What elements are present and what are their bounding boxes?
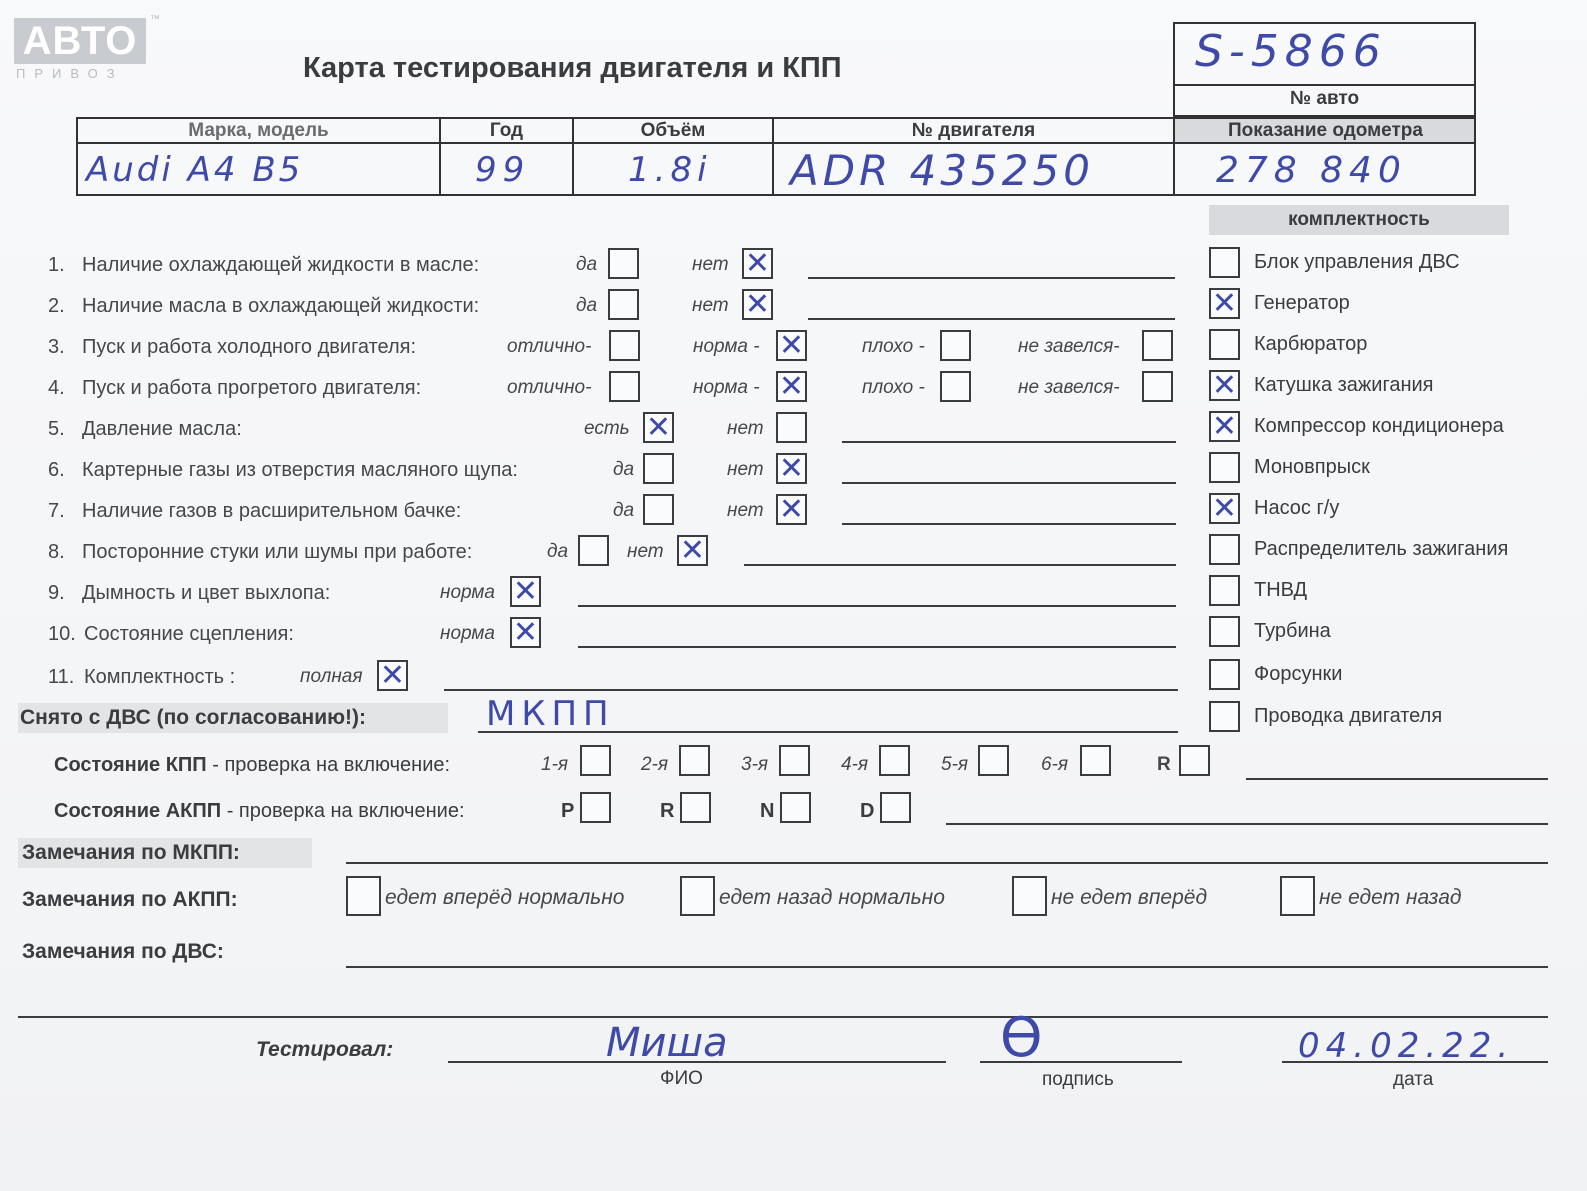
option-checkbox[interactable] xyxy=(1142,330,1173,361)
gear-checkbox[interactable] xyxy=(779,745,810,776)
akpp-remark-label: едет вперёд нормально xyxy=(385,886,625,909)
value-year[interactable]: 99 xyxy=(475,150,531,190)
item-label: Наличие масла в охлаждающей жидкости: xyxy=(82,295,480,317)
komplekt-checkbox[interactable] xyxy=(1209,288,1240,319)
akpp-remark-label: едет назад нормально xyxy=(719,886,945,909)
option-checkbox[interactable] xyxy=(377,660,408,691)
check-mark-icon: ✕ xyxy=(744,246,771,281)
akpp-gear-checkbox[interactable] xyxy=(880,792,911,823)
item-label: Состояние сцепления: xyxy=(84,623,294,645)
option-label: отлично- xyxy=(507,336,592,357)
kpp-label-rest: - проверка на включение: xyxy=(206,754,451,776)
item-label: Наличие газов в расширительном бачке: xyxy=(82,500,462,522)
item-label: Давление масла: xyxy=(82,418,242,440)
option-checkbox[interactable] xyxy=(643,412,674,443)
option-checkbox[interactable] xyxy=(510,576,541,607)
option-checkbox[interactable] xyxy=(1142,371,1173,402)
option-label: нет xyxy=(692,295,729,316)
option-label: норма xyxy=(440,623,495,644)
check-mark-icon: ✕ xyxy=(744,287,771,322)
option-checkbox[interactable] xyxy=(609,330,640,361)
check-mark-icon: ✕ xyxy=(778,369,805,404)
item-label: Пуск и работа прогретого двигателя: xyxy=(82,377,422,399)
akpp-gear-label: N xyxy=(760,800,775,822)
komplekt-checkbox[interactable] xyxy=(1209,452,1240,483)
option-label: не завелся- xyxy=(1018,377,1120,398)
remarks-mkpp-label: Замечания по МКПП: xyxy=(22,841,240,864)
item-number: 10. xyxy=(48,623,76,645)
item-number: 8. xyxy=(48,541,65,563)
check-mark-icon: ✕ xyxy=(645,410,672,445)
komplekt-checkbox[interactable] xyxy=(1209,411,1240,442)
kpp-label: Состояние КПП xyxy=(54,754,207,776)
item-label: Пуск и работа холодного двигателя: xyxy=(82,336,417,358)
gear-label: 1-я xyxy=(541,754,569,775)
akpp-label-rest: - проверка на включение: xyxy=(221,800,465,822)
komplekt-checkbox[interactable] xyxy=(1209,575,1240,606)
komplekt-item-label: Катушка зажигания xyxy=(1254,374,1434,396)
akpp-label: Состояние АКПП xyxy=(54,800,222,822)
value-volume[interactable]: 1.8i xyxy=(628,150,712,190)
date-caption: дата xyxy=(1393,1069,1434,1090)
gear-label: R xyxy=(1157,754,1171,775)
notes-line xyxy=(744,564,1176,566)
car-number-label: № авто xyxy=(1289,88,1360,109)
check-mark-icon: ✕ xyxy=(778,328,805,363)
kpp-line xyxy=(1246,778,1548,780)
item-label: Комплектность : xyxy=(84,666,236,688)
item-number: 1. xyxy=(48,254,65,276)
option-checkbox[interactable] xyxy=(578,535,609,566)
komplekt-checkbox[interactable] xyxy=(1209,493,1240,524)
option-label: норма xyxy=(440,582,495,603)
gear-checkbox[interactable] xyxy=(978,745,1009,776)
option-label: полная xyxy=(300,666,363,687)
option-label: нет xyxy=(727,459,764,480)
option-checkbox[interactable] xyxy=(940,330,971,361)
option-label: нет xyxy=(627,541,664,562)
option-label: нет xyxy=(727,500,764,521)
item-number: 5. xyxy=(48,418,65,440)
removed-value[interactable]: МКПП xyxy=(486,694,615,734)
option-checkbox[interactable] xyxy=(742,289,773,320)
komplekt-item-label: Генератор xyxy=(1254,292,1350,314)
remarks-dvs-label: Замечания по ДВС: xyxy=(22,940,224,963)
item-label: Картерные газы из отверстия масляного щупа: xyxy=(82,459,518,481)
item-number: 4. xyxy=(48,377,65,399)
test-date[interactable]: 04.02.22. xyxy=(1298,1026,1515,1066)
item-number: 7. xyxy=(48,500,65,522)
option-label: плохо - xyxy=(862,336,925,357)
section-divider xyxy=(18,1016,1548,1018)
komplekt-checkbox[interactable] xyxy=(1209,701,1240,732)
notes-line xyxy=(808,277,1175,279)
sign-caption: подпись xyxy=(1042,1069,1114,1090)
header-make-model: Марка, модель xyxy=(188,120,329,141)
option-label: да xyxy=(576,254,598,275)
option-checkbox[interactable] xyxy=(609,371,640,402)
notes-line xyxy=(842,482,1176,484)
notes-line xyxy=(444,689,1178,691)
item-number: 9. xyxy=(48,582,65,604)
remarks-dvs-line xyxy=(346,966,1548,968)
option-checkbox[interactable] xyxy=(608,248,639,279)
option-label: да xyxy=(613,459,635,480)
check-mark-icon: ✕ xyxy=(512,615,539,650)
car-number-value[interactable]: S-5866 xyxy=(1195,26,1387,77)
gear-checkbox[interactable] xyxy=(679,745,710,776)
check-mark-icon: ✕ xyxy=(1211,491,1238,526)
check-mark-icon: ✕ xyxy=(1211,368,1238,403)
header-volume: Объём xyxy=(640,120,706,141)
remarks-mkpp-line xyxy=(346,862,1548,864)
check-mark-icon: ✕ xyxy=(778,492,805,527)
notes-line xyxy=(842,523,1176,525)
fio-caption: ФИО xyxy=(660,1068,703,1089)
akpp-gear-checkbox[interactable] xyxy=(680,792,711,823)
akpp-gear-checkbox[interactable] xyxy=(780,792,811,823)
option-label: норма - xyxy=(693,377,760,398)
akpp-remark-checkbox[interactable] xyxy=(680,876,715,916)
akpp-remark-checkbox[interactable] xyxy=(1012,876,1047,916)
divider xyxy=(1173,84,1476,86)
tested-by-label: Тестировал: xyxy=(256,1038,394,1061)
komplekt-item-label: Форсунки xyxy=(1254,663,1343,685)
komplekt-item-label: Насос г/у xyxy=(1254,497,1340,519)
option-checkbox[interactable] xyxy=(510,617,541,648)
komplekt-title: комплектность xyxy=(1288,209,1430,230)
gear-label: 6-я xyxy=(1041,754,1069,775)
komplekt-checkbox[interactable] xyxy=(1209,370,1240,401)
komplekt-checkbox[interactable] xyxy=(1209,659,1240,690)
divider xyxy=(76,142,1476,144)
option-label: да xyxy=(547,541,569,562)
komplekt-checkbox[interactable] xyxy=(1209,534,1240,565)
option-label: норма - xyxy=(693,336,760,357)
option-label: нет xyxy=(727,418,764,439)
option-checkbox[interactable] xyxy=(776,330,807,361)
akpp-remark-checkbox[interactable] xyxy=(346,876,381,916)
gear-label: 2-я xyxy=(641,754,669,775)
option-checkbox[interactable] xyxy=(940,371,971,402)
option-label: отлично- xyxy=(507,377,592,398)
komplekt-item-label: Турбина xyxy=(1254,620,1331,642)
gear-label: 3-я xyxy=(741,754,769,775)
gear-checkbox[interactable] xyxy=(580,745,611,776)
komplekt-checkbox[interactable] xyxy=(1209,616,1240,647)
option-label: плохо - xyxy=(862,377,925,398)
page-title: Карта тестирования двигателя и КПП xyxy=(303,52,842,84)
value-odometer[interactable]: 278 840 xyxy=(1216,150,1407,191)
check-mark-icon: ✕ xyxy=(679,533,706,568)
logo-subtitle: ПРИВОЗ xyxy=(16,66,124,81)
akpp-gear-checkbox[interactable] xyxy=(580,792,611,823)
check-mark-icon: ✕ xyxy=(379,658,406,693)
gear-label: 4-я xyxy=(841,754,869,775)
akpp-remark-label: не едет назад xyxy=(1319,886,1462,909)
komplekt-item-label: Распределитель зажигания xyxy=(1254,538,1509,560)
akpp-line xyxy=(946,823,1548,825)
komplekt-item-label: Проводка двигателя xyxy=(1254,705,1443,727)
logo-trademark: ™ xyxy=(150,14,160,25)
option-checkbox[interactable] xyxy=(776,371,807,402)
option-label: нет xyxy=(692,254,729,275)
item-number: 2. xyxy=(48,295,65,317)
akpp-remark-label: не едет вперёд xyxy=(1051,886,1208,909)
option-label: есть xyxy=(584,418,630,439)
notes-line xyxy=(842,441,1176,443)
komplekt-item-label: Блок управления ДВС xyxy=(1254,251,1460,273)
akpp-gear-label: D xyxy=(860,800,875,822)
komplekt-item-label: Карбюратор xyxy=(1254,333,1368,355)
header-engine-number: № двигателя xyxy=(911,120,1036,141)
value-make-model[interactable]: Audi A4 B5 xyxy=(86,150,304,190)
notes-line xyxy=(808,318,1175,320)
komplekt-checkbox[interactable] xyxy=(1209,329,1240,360)
notes-line xyxy=(578,605,1176,607)
option-label: да xyxy=(576,295,598,316)
check-mark-icon: ✕ xyxy=(778,451,805,486)
akpp-gear-label: P xyxy=(561,800,575,822)
item-label: Наличие охлаждающей жидкости в масле: xyxy=(82,254,480,276)
item-number: 3. xyxy=(48,336,65,358)
komplekt-item-label: Моновпрыск xyxy=(1254,456,1370,478)
komplekt-item-label: ТНВД xyxy=(1254,579,1308,601)
logo-mark: АВТО xyxy=(14,18,146,64)
gear-label: 5-я xyxy=(941,754,969,775)
option-checkbox[interactable] xyxy=(643,494,674,525)
item-label: Посторонние стуки или шумы при работе: xyxy=(82,541,473,563)
tester-name[interactable]: Миша xyxy=(606,1020,728,1066)
option-checkbox[interactable] xyxy=(742,248,773,279)
removed-label: Снято с ДВС (по согласованию!): xyxy=(20,706,367,729)
item-number: 6. xyxy=(48,459,65,481)
komplekt-item-label: Компрессор кондиционера xyxy=(1254,415,1504,437)
option-checkbox[interactable] xyxy=(608,289,639,320)
check-mark-icon: ✕ xyxy=(512,574,539,609)
option-checkbox[interactable] xyxy=(776,412,807,443)
option-label: не завелся- xyxy=(1018,336,1120,357)
notes-line xyxy=(578,646,1176,648)
option-checkbox[interactable] xyxy=(643,453,674,484)
akpp-remark-checkbox[interactable] xyxy=(1280,876,1315,916)
check-mark-icon: ✕ xyxy=(1211,409,1238,444)
tester-signature[interactable]: Ѳ xyxy=(1000,1006,1043,1069)
gear-checkbox[interactable] xyxy=(879,745,910,776)
option-checkbox[interactable] xyxy=(677,535,708,566)
item-number: 11. xyxy=(48,666,75,688)
option-checkbox[interactable] xyxy=(776,453,807,484)
item-label: Дымность и цвет выхлопа: xyxy=(82,582,331,604)
option-label: да xyxy=(613,500,635,521)
option-checkbox[interactable] xyxy=(776,494,807,525)
header-odometer: Показание одометра xyxy=(1228,120,1423,141)
gear-checkbox[interactable] xyxy=(1080,745,1111,776)
akpp-gear-label: R xyxy=(660,800,675,822)
header-year: Год xyxy=(489,120,524,141)
check-mark-icon: ✕ xyxy=(1211,286,1238,321)
value-engine-number[interactable]: ADR 435250 xyxy=(790,146,1094,195)
remarks-akpp-label: Замечания по АКПП: xyxy=(22,888,238,911)
komplekt-checkbox[interactable] xyxy=(1209,247,1240,278)
gear-checkbox[interactable] xyxy=(1179,745,1210,776)
